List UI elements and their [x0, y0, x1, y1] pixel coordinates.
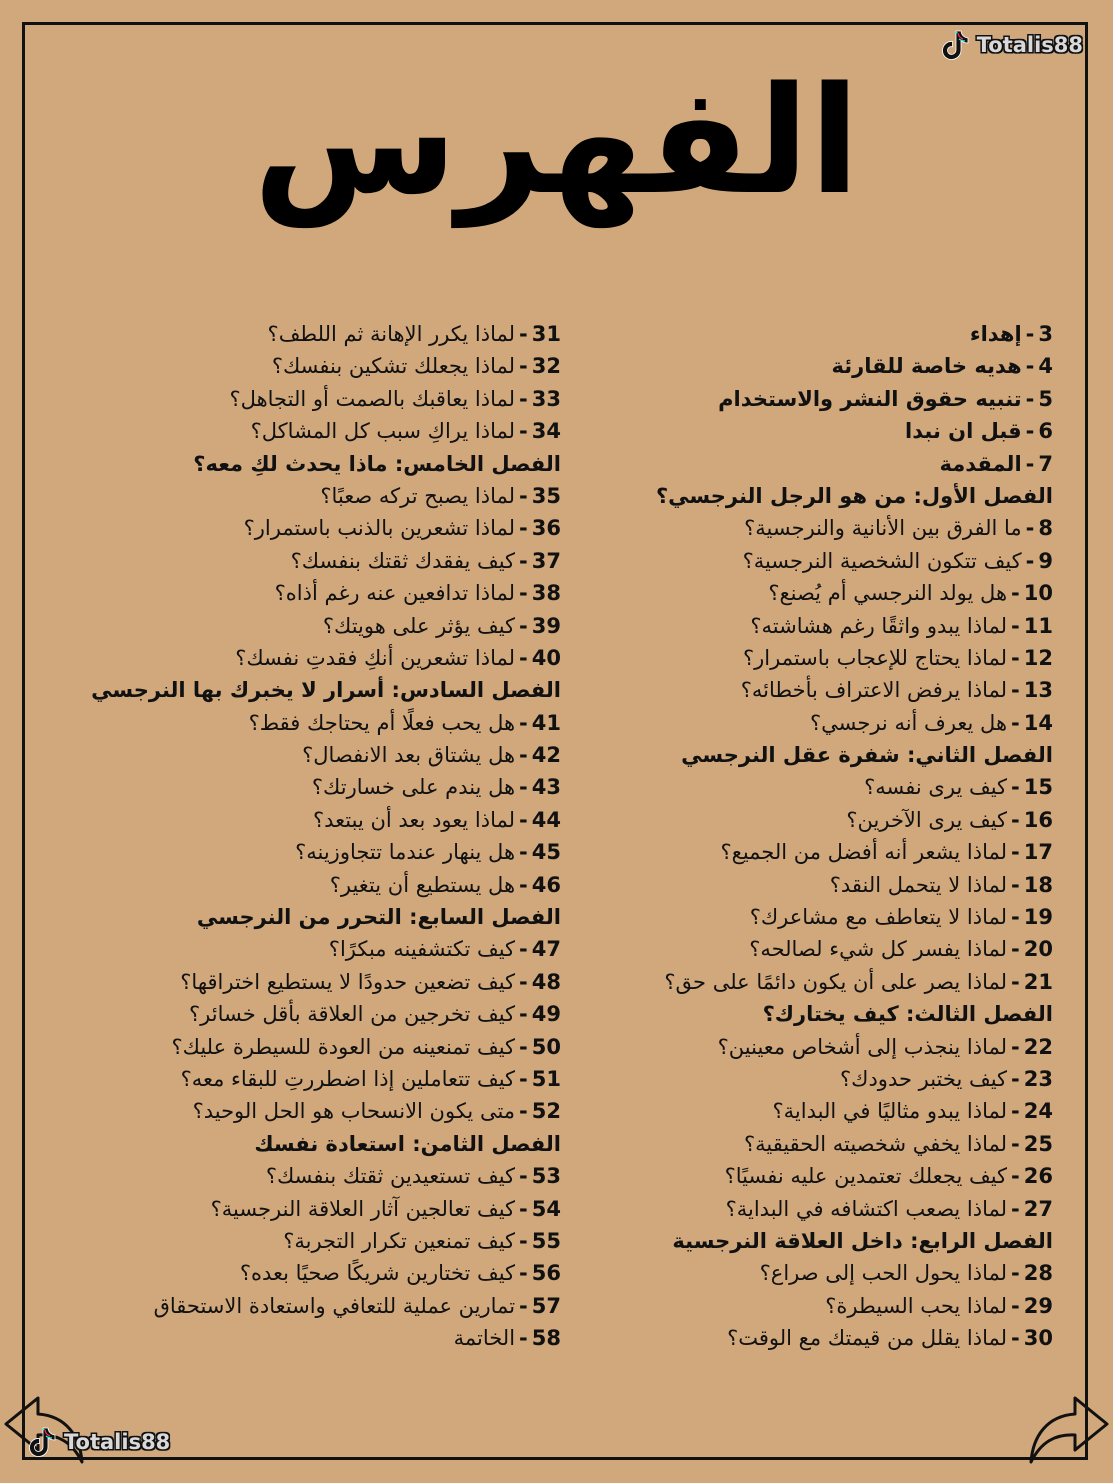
toc-entry[interactable] [563, 1290, 1053, 1322]
toc-entry-title: لماذا تشعرين أنكِ فقدتِ نفسك؟ [235, 645, 516, 670]
toc-entry-title: لماذا يفسر كل شيء لصالحه؟ [749, 937, 1008, 962]
toc-entry[interactable] [563, 1031, 1053, 1063]
toc-entry-separator: - [519, 1034, 528, 1059]
toc-entry-title: تنبيه حقوق النشر والاستخدام [718, 386, 1022, 411]
toc-entry-separator: - [519, 969, 528, 994]
toc-entry[interactable] [91, 966, 561, 998]
toc-entry-separator: - [1011, 937, 1020, 962]
toc-entry[interactable] [563, 1257, 1053, 1289]
toc-entry[interactable] [563, 350, 1053, 382]
toc-entry-number: 31 [531, 322, 561, 346]
toc-entry-title: تمارين عملية للتعافي واستعادة الاستحقاق [153, 1293, 516, 1318]
toc-entry-title: متى يكون الانسحاب هو الحل الوحيد؟ [192, 1099, 516, 1124]
toc-entry-number: 28 [1023, 1261, 1053, 1286]
toc-entry-number: 15 [1023, 775, 1053, 800]
toc-chapter-heading: الفصل الرابع: داخل العلاقة النرجسية [672, 1228, 1053, 1253]
toc-entry-title: كيف يؤثر على هويتك؟ [322, 613, 516, 638]
toc-entry-number: 30 [1023, 1326, 1053, 1351]
toc-entry-separator: - [1011, 840, 1020, 865]
toc-entry-title: لماذا لا يتعاطف مع مشاعرك؟ [749, 905, 1008, 930]
toc-entry[interactable] [563, 415, 1053, 447]
toc-entry-title: هل يحب فعلًا أم يحتاجك فقط؟ [248, 710, 516, 735]
toc-chapter-heading: الفصل الثالث: كيف يختارك؟ [762, 1002, 1053, 1027]
toc-entry[interactable] [91, 610, 561, 642]
toc-entry-title: كيف تتكون الشخصية النرجسية؟ [742, 548, 1022, 573]
toc-entry[interactable] [91, 836, 561, 868]
toc-entry-separator: - [1025, 354, 1035, 379]
toc-entry-title: لماذا يجعلك تشكين بنفسك؟ [271, 354, 516, 379]
toc-entry-title: كيف تعالجين آثار العلاقة النرجسية؟ [210, 1196, 516, 1221]
toc-entry-separator: - [519, 1099, 528, 1124]
toc-entry-separator: - [519, 840, 528, 865]
toc-entry-title: قبل ان نبدا [905, 419, 1022, 444]
toc-entry-separator: - [519, 872, 528, 897]
toc-entry-number: 41 [531, 710, 561, 735]
toc-entry[interactable] [91, 804, 561, 836]
toc-entry[interactable] [563, 674, 1053, 706]
toc-entry-title: لماذا يحول الحب إلى صراع؟ [759, 1261, 1008, 1286]
toc-entry-title: لماذا يكرر الإهانة ثم اللطف؟ [267, 322, 516, 346]
toc-entry-separator: - [1011, 1131, 1020, 1156]
toc-entry[interactable] [563, 1193, 1053, 1225]
toc-entry-separator: - [519, 775, 528, 800]
toc-entry-number: 12 [1023, 645, 1053, 670]
toc-chapter-heading: الفصل الثامن: استعادة نفسك [254, 1131, 561, 1156]
brand-watermark-top [939, 28, 1083, 62]
toc-entry[interactable] [91, 1257, 561, 1289]
toc-entry-separator: - [1025, 322, 1035, 346]
toc-entry-title: هل يندم على خسارتك؟ [311, 775, 516, 800]
toc-entry-separator: - [519, 710, 528, 735]
toc-entry-separator: - [1011, 1293, 1020, 1318]
toc-entry-title: كيف يجعلك تعتمدين عليه نفسيًا؟ [724, 1164, 1008, 1189]
toc-entry-separator: - [519, 516, 528, 541]
toc-entry[interactable] [563, 1322, 1053, 1354]
toc-entry-title: لماذا يعاقبك بالصمت أو التجاهل؟ [229, 386, 516, 411]
toc-entry[interactable] [563, 610, 1053, 642]
toc-entry-separator: - [1025, 386, 1035, 411]
toc-entry-number: 46 [531, 872, 561, 897]
toc-entry-title: ما الفرق بين الأنانية والنرجسية؟ [744, 516, 1022, 541]
toc-entry[interactable] [563, 901, 1053, 933]
toc-entry[interactable] [91, 998, 561, 1030]
brand-handle: Totalis88 [976, 33, 1083, 57]
toc-chapter-heading: الفصل السابع: التحرر من النرجسي [196, 905, 561, 930]
toc-chapter-heading: الفصل الخامس: ماذا يحدث لكِ معه؟ [193, 451, 561, 476]
toc-entry-number: 9 [1038, 548, 1053, 573]
toc-entry-separator: - [1011, 1066, 1020, 1091]
toc-entry-title: إهداء [969, 322, 1022, 346]
toc-entry-title: كيف يفقدك ثقتك بنفسك؟ [290, 548, 516, 573]
toc-entry-title: لماذا يصعب اكتشافه في البداية؟ [725, 1196, 1008, 1221]
toc-entry[interactable] [563, 1160, 1053, 1192]
toc-entry-separator: - [519, 1164, 528, 1189]
toc-entry[interactable] [91, 642, 561, 674]
toc-entry[interactable] [91, 545, 561, 577]
toc-entry[interactable] [91, 1031, 561, 1063]
toc-entry-separator: - [1011, 613, 1020, 638]
tiktok-icon [26, 1425, 58, 1459]
toc-entry-title: لماذا تشعرين بالذنب باستمرار؟ [243, 516, 516, 541]
toc-entry-separator: - [519, 419, 528, 444]
toc-chapter-heading: الفصل السادس: أسرار لا يخبرك بها النرجسي [91, 678, 561, 703]
toc-entry-title: هل ينهار عندما تتجاوزينه؟ [295, 840, 516, 865]
toc-entry[interactable] [91, 739, 561, 771]
toc-entry-number: 23 [1023, 1066, 1053, 1091]
toc-entry-number: 54 [531, 1196, 561, 1221]
brand-watermark-bottom [26, 1425, 170, 1459]
toc-entry-number: 34 [531, 419, 561, 444]
toc-entry-title: لماذا يصبح تركه صعبًا؟ [320, 483, 516, 508]
toc-entry-number: 52 [531, 1099, 561, 1124]
toc-entry-title: لماذا تدافعين عنه رغم أذاه؟ [274, 581, 516, 606]
toc-entry[interactable] [563, 707, 1053, 739]
toc-entry-separator: - [1011, 969, 1020, 994]
toc-entry-separator: - [1011, 678, 1020, 703]
toc-entry-number: 50 [531, 1034, 561, 1059]
toc-entry-title: كيف تخرجين من العلاقة بأقل خسائر؟ [189, 1002, 516, 1027]
tiktok-icon [939, 28, 971, 62]
toc-entry-number: 38 [531, 581, 561, 606]
toc-entry-separator: - [519, 483, 528, 508]
toc-entry-number: 35 [531, 483, 561, 508]
toc-entry-title: لماذا يقلل من قيمتك مع الوقت؟ [727, 1326, 1008, 1351]
toc-entry[interactable] [91, 771, 561, 803]
toc-entry-number: 26 [1023, 1164, 1053, 1189]
toc-entry-number: 45 [531, 840, 561, 865]
toc-entry-number: 57 [531, 1293, 561, 1318]
toc-entry[interactable] [563, 804, 1053, 836]
toc-entry-title: الخاتمة [453, 1326, 516, 1351]
toc-entry-separator: - [519, 354, 528, 379]
toc-entry-title: كيف تتعاملين إذا اضطررتِ للبقاء معه؟ [180, 1066, 516, 1091]
toc-entry[interactable] [91, 707, 561, 739]
toc-entry-number: 21 [1023, 969, 1053, 994]
toc-entry-number: 36 [531, 516, 561, 541]
toc-entry-number: 53 [531, 1164, 561, 1189]
toc-entry-separator: - [519, 322, 528, 346]
toc-entry-number: 51 [531, 1066, 561, 1091]
toc-entry-separator: - [519, 807, 528, 832]
toc-entry-number: 14 [1023, 710, 1053, 735]
toc-entry[interactable] [563, 771, 1053, 803]
toc-entry-number: 58 [531, 1326, 561, 1351]
toc-entry-number: 18 [1023, 872, 1053, 897]
toc-entry-number: 48 [531, 969, 561, 994]
toc-entry-title: لماذا يخفي شخصيته الحقيقية؟ [743, 1131, 1008, 1156]
toc-entry-title: هل يشتاق بعد الانفصال؟ [302, 743, 516, 768]
toc-entry-title: كيف تختارين شريكًا صحيًا بعده؟ [239, 1261, 516, 1286]
toc-entry[interactable] [563, 933, 1053, 965]
toc-entry-title: كيف تستعيدين ثقتك بنفسك؟ [265, 1164, 516, 1189]
toc-entry[interactable] [91, 415, 561, 447]
toc-entry-title: كيف تضعين حدودًا لا يستطيع اختراقها؟ [180, 969, 516, 994]
toc-entry-separator: - [1011, 1034, 1020, 1059]
toc-entry[interactable] [91, 869, 561, 901]
toc-entry-separator: - [519, 548, 528, 573]
toc-entry-separator: - [519, 1066, 528, 1091]
toc-entry[interactable] [91, 318, 561, 350]
toc-entry[interactable] [91, 480, 561, 512]
toc-entry[interactable] [563, 836, 1053, 868]
toc-entry-number: 4 [1038, 354, 1053, 379]
toc-entry-number: 47 [531, 937, 561, 962]
toc-entry-separator: - [519, 1002, 528, 1027]
toc-entry-separator: - [519, 581, 528, 606]
toc-entry[interactable] [91, 1063, 561, 1095]
toc-entry-title: لماذا يراكِ سبب كل المشاكل؟ [250, 419, 516, 444]
toc-entry-title: لماذا يرفض الاعتراف بأخطائه؟ [740, 678, 1008, 703]
page-title: الفهرس [253, 55, 860, 227]
toc-entry[interactable] [91, 350, 561, 382]
toc-entry-separator: - [519, 1228, 528, 1253]
toc-chapter-heading: الفصل الثاني: شفرة عقل النرجسي [681, 743, 1053, 768]
toc-entry-number: 11 [1023, 613, 1053, 638]
toc-entry-separator: - [1025, 451, 1035, 476]
toc-entry-separator: - [519, 386, 528, 411]
toc-chapter-heading: الفصل الأول: من هو الرجل النرجسي؟ [655, 483, 1053, 508]
toc-entry-number: 13 [1023, 678, 1053, 703]
toc-entry-number: 39 [531, 613, 561, 638]
toc-entry-number: 37 [531, 548, 561, 573]
toc-entry[interactable] [563, 318, 1053, 350]
toc-entry-title: كيف تمنعينه من العودة للسيطرة عليك؟ [171, 1034, 516, 1059]
toc-entry-title: هل يولد النرجسي أم يُصنع؟ [768, 581, 1008, 606]
toc-entry-title: كيف يرى نفسه؟ [864, 775, 1008, 800]
toc-entry-title: هديه خاصة للقارئة [831, 354, 1022, 379]
toc-entry-separator: - [1025, 516, 1035, 541]
toc-entry-number: 25 [1023, 1131, 1053, 1156]
toc-entry-number: 32 [531, 354, 561, 379]
toc-entry-separator: - [519, 613, 528, 638]
toc-entry-number: 49 [531, 1002, 561, 1027]
toc-entry[interactable] [563, 383, 1053, 415]
toc-entry[interactable] [91, 1160, 561, 1192]
toc-entry-separator: - [1011, 872, 1020, 897]
toc-entry-separator: - [1025, 548, 1035, 573]
toc-entry-separator: - [519, 743, 528, 768]
toc-entry-number: 44 [531, 807, 561, 832]
brand-handle: Totalis88 [64, 1430, 171, 1454]
toc-entry-title: لماذا يعود بعد أن يبتعد؟ [312, 807, 516, 832]
toc-entry-title: هل يعرف أنه نرجسي؟ [809, 710, 1008, 735]
toc-entry-number: 7 [1038, 451, 1053, 476]
toc-entry-separator: - [1011, 1326, 1020, 1351]
toc-entry-separator: - [519, 937, 528, 962]
toc-entry[interactable] [563, 545, 1053, 577]
toc-entry[interactable] [563, 1128, 1053, 1160]
toc-entry-number: 56 [531, 1261, 561, 1286]
toc-entry[interactable] [91, 1193, 561, 1225]
toc-entry-title: كيف تمنعين تكرار التجربة؟ [283, 1228, 516, 1253]
toc-entry-number: 55 [531, 1228, 561, 1253]
toc-entry[interactable] [91, 1095, 561, 1127]
toc-entry-number: 20 [1023, 937, 1053, 962]
toc-entry-title: لماذا لا يتحمل النقد؟ [829, 872, 1008, 897]
toc-entry-title: لماذا يحتاج للإعجاب باستمرار؟ [742, 645, 1008, 670]
toc-entry-number: 22 [1023, 1034, 1053, 1059]
toc-entry-number: 27 [1023, 1196, 1053, 1221]
toc-entry-separator: - [1011, 645, 1020, 670]
toc-entry-separator: - [1011, 775, 1020, 800]
toc-entry-separator: - [1011, 1196, 1020, 1221]
toc-entry-number: 40 [531, 645, 561, 670]
toc-entry[interactable] [91, 1290, 561, 1322]
toc-entry[interactable] [91, 512, 561, 544]
toc-entry-number: 16 [1023, 807, 1053, 832]
toc-entry-separator: - [519, 645, 528, 670]
toc-entry-separator: - [519, 1196, 528, 1221]
toc-entry[interactable] [91, 577, 561, 609]
toc-entry[interactable] [563, 1095, 1053, 1127]
toc-entry-number: 33 [531, 386, 561, 411]
toc-entry-separator: - [519, 1261, 528, 1286]
toc-entry-title: كيف يختبر حدودك؟ [840, 1066, 1008, 1091]
toc-entry-number: 10 [1023, 581, 1053, 606]
toc-entry-number: 17 [1023, 840, 1053, 865]
toc-entry-number: 6 [1038, 419, 1053, 444]
toc-column-left [91, 318, 561, 1355]
toc-entry-title: لماذا يشعر أنه أفضل من الجميع؟ [720, 840, 1008, 865]
toc-entry-title: لماذا يحب السيطرة؟ [825, 1293, 1008, 1318]
toc-entry-separator: - [1011, 581, 1020, 606]
toc-entry[interactable] [91, 383, 561, 415]
toc-entry-number: 8 [1038, 516, 1053, 541]
toc-entry[interactable] [563, 642, 1053, 674]
toc-entry-number: 19 [1023, 905, 1053, 930]
toc-entry[interactable] [563, 577, 1053, 609]
toc-entry-number: 29 [1023, 1293, 1053, 1318]
toc-entry-title: لماذا يصر على أن يكون دائمًا على حق؟ [664, 969, 1008, 994]
toc-entry-number: 24 [1023, 1099, 1053, 1124]
toc-entry-separator: - [1011, 807, 1020, 832]
toc-entry[interactable] [91, 1322, 561, 1354]
toc-entry-separator: - [1011, 710, 1020, 735]
toc-entry-title: لماذا يبدو واثقًا رغم هشاشته؟ [750, 613, 1008, 638]
toc-entry-title: هل يستطيع أن يتغير؟ [329, 872, 516, 897]
toc-entry[interactable] [563, 448, 1053, 480]
toc-entry-title: كيف تكتشفينه مبكرًا؟ [328, 937, 516, 962]
toc-entry[interactable] [563, 512, 1053, 544]
toc-entry-title: لماذا يبدو مثاليًا في البداية؟ [772, 1099, 1008, 1124]
toc-entry-separator: - [1011, 1164, 1020, 1189]
toc-entry-title: كيف يرى الآخرين؟ [846, 807, 1008, 832]
toc-entry-number: 43 [531, 775, 561, 800]
toc-entry[interactable] [91, 933, 561, 965]
toc-entry-separator: - [519, 1326, 528, 1351]
toc-column-right [563, 318, 1053, 1355]
toc-entry[interactable] [563, 966, 1053, 998]
toc-entry-separator: - [1011, 1261, 1020, 1286]
toc-entry[interactable] [563, 1063, 1053, 1095]
toc-entry-separator: - [1011, 905, 1020, 930]
toc-entry-title: لماذا ينجذب إلى أشخاص معينين؟ [717, 1034, 1008, 1059]
toc-entry-separator: - [1011, 1099, 1020, 1124]
toc-entry[interactable] [91, 1225, 561, 1257]
toc-entry-separator: - [519, 1293, 528, 1318]
toc-entry-title: المقدمة [939, 451, 1022, 476]
toc-entry-number: 5 [1038, 386, 1053, 411]
forward-arrow-icon[interactable] [1023, 1390, 1113, 1470]
toc-entry-number: 42 [531, 743, 561, 768]
toc-entry-number: 3 [1038, 322, 1053, 346]
toc-entry-separator: - [1025, 419, 1035, 444]
toc-entry[interactable] [563, 869, 1053, 901]
